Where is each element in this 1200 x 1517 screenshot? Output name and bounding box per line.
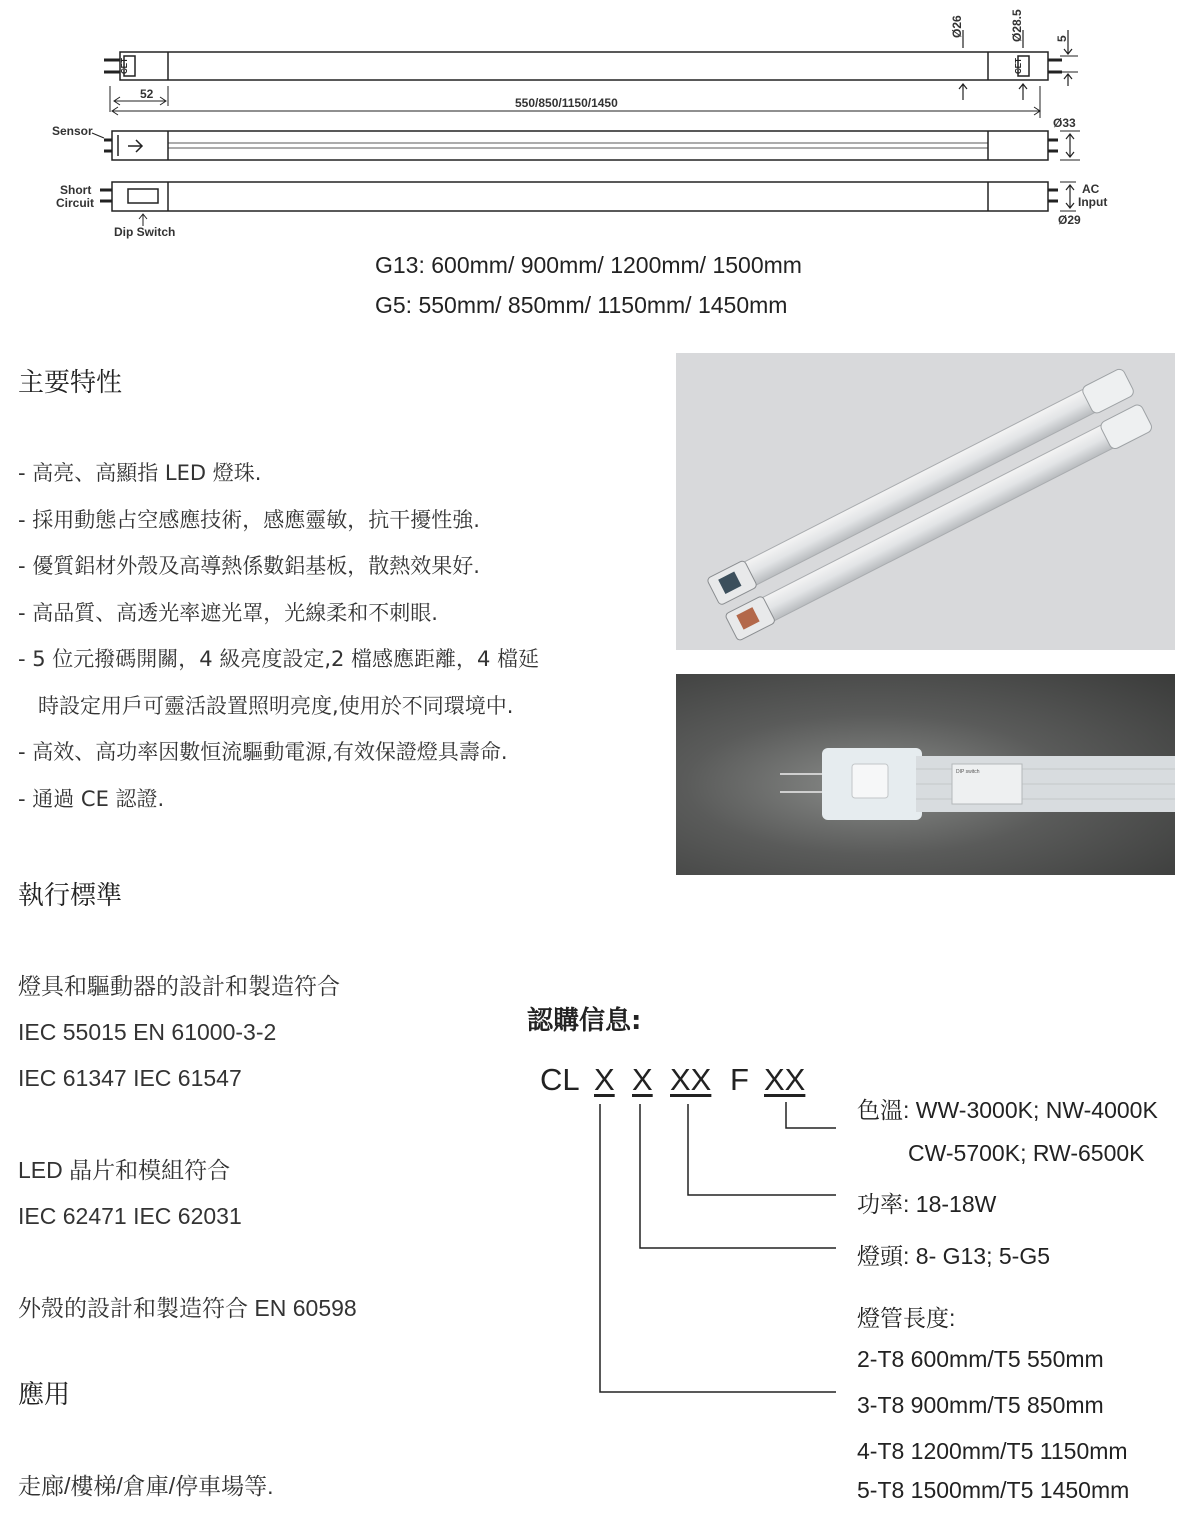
length-option: 5-T8 1500mm/T5 1450mm bbox=[857, 1477, 1130, 1503]
base-spec: 燈頭: 8- G13; 5-G5 bbox=[857, 1243, 1051, 1269]
g5-lengths: G5: 550mm/ 850mm/ 1150mm/ 1450mm bbox=[375, 292, 788, 318]
color-temp-line-2: CW-5700K; RW-6500K bbox=[908, 1140, 1145, 1166]
length-option: 3-T8 900mm/T5 850mm bbox=[857, 1392, 1104, 1418]
feature-item: - 5 位元撥碼開關，4 級亮度設定,2 檔感應距離，4 檔延 bbox=[18, 647, 540, 671]
standard-line: IEC 61347 IEC 61547 bbox=[18, 1065, 242, 1091]
dim-5: 5 bbox=[1055, 35, 1069, 42]
dim-52: 52 bbox=[140, 87, 154, 101]
features-heading: 主要特性 bbox=[18, 368, 123, 398]
dim-d26: Ø26 bbox=[950, 15, 964, 38]
code-xx1: XX bbox=[670, 1062, 712, 1097]
length-option: 4-T8 1200mm/T5 1150mm bbox=[857, 1438, 1128, 1464]
feature-item: - 優質鋁材外殼及高導熱係數鋁基板，散熱效果好. bbox=[18, 554, 480, 578]
feature-item: - 高亮、高顯指 LED 燈珠. bbox=[18, 461, 262, 485]
ordering-heading: 認購信息: bbox=[527, 1006, 642, 1036]
short-label: Short bbox=[60, 183, 92, 197]
dim-tube-length: 550/850/1150/1450 bbox=[515, 96, 618, 110]
color-temp-line-1: 色溫: WW-3000K; NW-4000K bbox=[857, 1097, 1158, 1123]
standards-heading: 執行標準 bbox=[18, 881, 123, 911]
sensor-label: Sensor bbox=[52, 124, 93, 138]
ac-label: AC bbox=[1082, 182, 1100, 196]
code-x2: X bbox=[632, 1062, 653, 1097]
standard-line: IEC 55015 EN 61000-3-2 bbox=[18, 1019, 277, 1045]
application-text: 走廊/樓梯/倉庫/停車場等. bbox=[18, 1473, 274, 1499]
feature-item: - 高品質、高透光率遮光罩，光線柔和不刺眼. bbox=[18, 600, 438, 625]
feature-item: - 高效、高功率因數恒流驅動電源,有效保證燈具壽命. bbox=[18, 740, 508, 764]
length-title: 燈管長度: bbox=[857, 1305, 956, 1331]
dip-switch-photo-label: DIP switch bbox=[956, 769, 980, 775]
application-heading: 應用 bbox=[18, 1380, 71, 1410]
g13-lengths: G13: 600mm/ 900mm/ 1200mm/ 1500mm bbox=[375, 252, 802, 278]
code-xx2: XX bbox=[764, 1062, 806, 1097]
length-option: 2-T8 600mm/T5 550mm bbox=[857, 1346, 1104, 1372]
dim-d29: Ø29 bbox=[1058, 213, 1081, 227]
feature-item: - 通過 CE 認證. bbox=[18, 786, 165, 811]
feature-item: 時設定用戶可靈活設置照明亮度,使用於不同環境中. bbox=[18, 693, 514, 718]
code-cl: CL bbox=[540, 1062, 580, 1097]
cet-mark-left: CET bbox=[120, 58, 129, 74]
power-spec: 功率: 18-18W bbox=[857, 1191, 997, 1217]
dim-d28-5: Ø28.5 bbox=[1010, 9, 1024, 42]
feature-item: - 採用動態占空感應技術，感應靈敏，抗干擾性強. bbox=[18, 507, 480, 532]
circuit-label: Circuit bbox=[56, 196, 95, 210]
input-label: Input bbox=[1078, 195, 1108, 209]
dim-d33: Ø33 bbox=[1053, 116, 1076, 130]
standard-line: LED 晶片和模組符合 bbox=[18, 1157, 231, 1183]
dip-switch-label: Dip Switch bbox=[114, 225, 176, 239]
cet-mark-right: CET bbox=[1014, 58, 1023, 74]
code-f: F bbox=[730, 1062, 749, 1097]
standard-line: 燈具和驅動器的設計和製造符合 bbox=[18, 973, 340, 999]
standard-line: 外殼的設計和製造符合 EN 60598 bbox=[18, 1295, 357, 1321]
code-x1: X bbox=[594, 1062, 615, 1097]
standard-line: IEC 62471 IEC 62031 bbox=[18, 1203, 242, 1229]
